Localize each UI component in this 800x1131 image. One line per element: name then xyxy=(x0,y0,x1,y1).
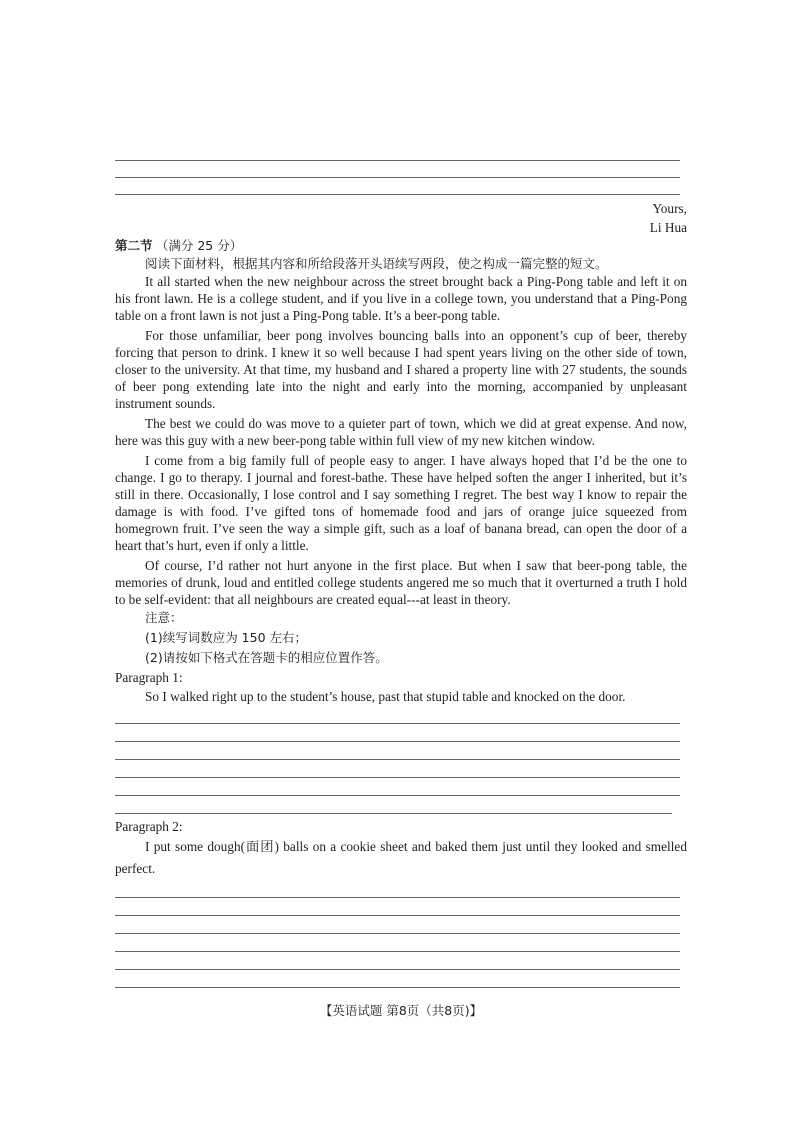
passage-paragraph: I come from a big family full of people easy to anger. I have always hoped that I’d be the one to change. I go to therapy. I journal and forest-bathe. These have helped soften the anger I inherited, but it’s still in there. Occasionally, I lose control and I say something I regret. The best way I know to repair the damage is with food. I’ve gifted tons of homemade food and jars of orange juice squeezed from homegrown fruit. I’ve seen the way a simple gift, such as a loaf of banana bread, can open the door of a heart that’s hurt, even if only a little. xyxy=(115,453,687,553)
section-instruction: 阅读下面材料，根据其内容和所给段落开头语续写两段，使之构成一篇完整的短文。 xyxy=(145,256,608,271)
answer-line[interactable] xyxy=(115,952,680,970)
answer-line[interactable] xyxy=(115,934,680,952)
notes-title: 注意： xyxy=(145,610,183,625)
section-title: 第二节 xyxy=(115,238,153,253)
answer-line xyxy=(115,144,680,161)
notes xyxy=(115,608,687,668)
paragraph2-opening: I put some dough(面团) balls on a cookie sheet and baked them just until they looked and smelled perfect. xyxy=(115,839,687,876)
page-footer: 【英语试题 第8页（共8页)】 xyxy=(319,1003,483,1018)
answer-line[interactable] xyxy=(115,796,672,814)
passage xyxy=(115,273,687,608)
answer-line[interactable] xyxy=(115,760,680,778)
paragraph2-label: Paragraph 2: xyxy=(115,819,183,834)
answer-line[interactable] xyxy=(115,742,680,760)
section-header xyxy=(115,237,687,255)
answer-line[interactable] xyxy=(115,778,680,796)
paragraph1-label: Paragraph 1: xyxy=(115,670,183,685)
note-item: (2)请按如下格式在答题卡的相应位置作答。 xyxy=(145,650,388,665)
answer-line[interactable] xyxy=(115,916,680,934)
answer-line[interactable] xyxy=(115,706,680,724)
note-item: (1)续写词数应为 150 左右； xyxy=(145,630,308,645)
answer-line[interactable] xyxy=(115,970,680,988)
paragraph1-opening: So I walked right up to the student’s house, past that stupid table and knocked on the door. xyxy=(145,689,626,704)
closing-name: Li Hua xyxy=(649,220,687,235)
answer-line xyxy=(115,178,680,195)
answer-line xyxy=(115,161,680,178)
passage-paragraph: Of course, I’d rather not hurt anyone in the first place. But when I saw that beer-pong table, the memories of drunk, loud and entitled college students angered me so much that it overturned a truth I hold to be self-evident: that all neighbours are created equal---at least in theory. xyxy=(115,558,687,607)
letter-closing xyxy=(115,199,687,237)
passage-paragraph: It all started when the new neighbour across the street brought back a Ping-Pong table and left it on his front lawn. He is a college student, and if you live in a college town, you understand that a Ping-Pong table on a front lawn is not just a Ping-Pong table. It’s a beer-pong table. xyxy=(115,274,687,323)
answer-line[interactable] xyxy=(115,880,680,898)
passage-paragraph: For those unfamiliar, beer pong involves bouncing balls into an opponent’s cup of beer, thereby forcing that person to drink. I knew it so well because I had spent years living on the other side of town, closer to the university. At that time, my husband and I shared a property line with 27 students, the sounds of beer pong extending late into the night and early into the morning, accompanied by unpleasant instrument sounds. xyxy=(115,328,687,411)
answer-line[interactable] xyxy=(115,724,680,742)
passage-paragraph: The best we could do was move to a quieter part of town, which we did at great expense. And now, here was this guy with a new beer-pong table within full view of my new kitchen window. xyxy=(115,416,687,448)
closing-yours: Yours, xyxy=(652,201,687,216)
answer-line[interactable] xyxy=(115,898,680,916)
section-score: （满分 25 分） xyxy=(155,238,243,253)
